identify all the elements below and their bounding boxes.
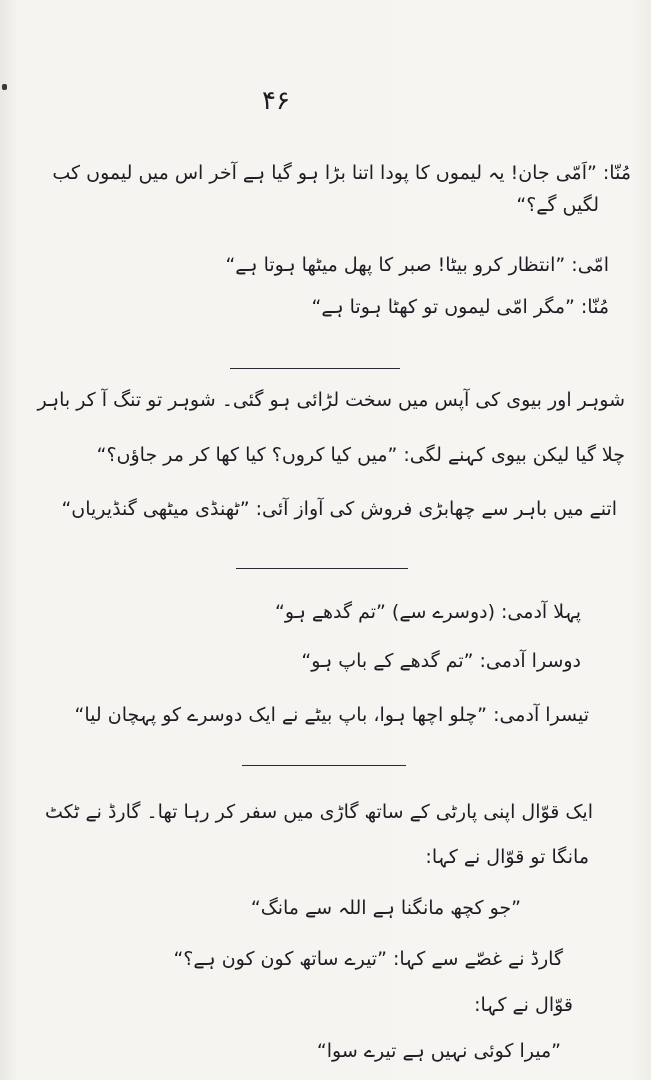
joke4-line2: مانگا تو قوّال نے کہا: xyxy=(425,846,589,868)
joke4-line5: قوّال نے کہا: xyxy=(474,994,573,1016)
separator-rule-2 xyxy=(236,568,408,569)
page-number: ۴۶ xyxy=(262,86,290,116)
joke4-line6: ”میرا کوئی نہیں ہے تیرے سوا“ xyxy=(316,1040,561,1062)
joke1-line1: مُنّا: ”اَمّی جان! یہ لیموں کا پودا اتنا بڑا ہو گیا ہے آخر اس میں لیموں کب xyxy=(52,162,631,184)
separator-rule-3 xyxy=(242,765,406,766)
joke3-line2: دوسرا آدمی: ”تم گدھے کے باپ ہو“ xyxy=(301,650,581,672)
joke1-line3: امّی: ”انتظار کرو بیٹا! صبر کا پھل میٹھا ہوتا ہے“ xyxy=(225,254,609,276)
joke3-line3: تیسرا آدمی: ”چلو اچھا ہوا، باپ بیٹے نے ایک دوسرے کو پہچان لیا“ xyxy=(74,704,589,726)
joke3-line1: پہلا آدمی: (دوسرے سے) ”تم گدھے ہو“ xyxy=(275,601,581,623)
joke1-line2: لگیں گے؟“ xyxy=(516,194,599,216)
joke4-line1: ایک قوّال اپنی پارٹی کے ساتھ گاڑی میں سفر کر رہا تھا۔ گارڈ نے ٹکٹ xyxy=(45,801,593,823)
joke2-line3: اتنے میں باہر سے چھابڑی فروش کی آواز آئی: ”ٹھنڈی میٹھی گنڈیریاں“ xyxy=(61,498,617,520)
edge-mark xyxy=(2,84,7,90)
joke1-line4: مُنّا: ”مگر امّی لیموں تو کھٹا ہوتا ہے“ xyxy=(311,296,609,318)
joke2-line2: چلا گیا لیکن بیوی کہنے لگی: ”میں کیا کروں؟ کیا کھا کر مر جاؤں؟“ xyxy=(96,444,625,466)
joke2-line1: شوہر اور بیوی کی آپس میں سخت لڑائی ہو گئی۔ شوہر تو تنگ آ کر باہر xyxy=(37,389,625,411)
separator-rule-1 xyxy=(230,368,400,369)
joke4-line3: ”جو کچھ مانگنا ہے اللہ سے مانگ“ xyxy=(250,897,521,919)
joke4-line4: گارڈ نے غصّے سے کہا: ”تیرے ساتھ کون کون ہے؟“ xyxy=(173,948,563,970)
